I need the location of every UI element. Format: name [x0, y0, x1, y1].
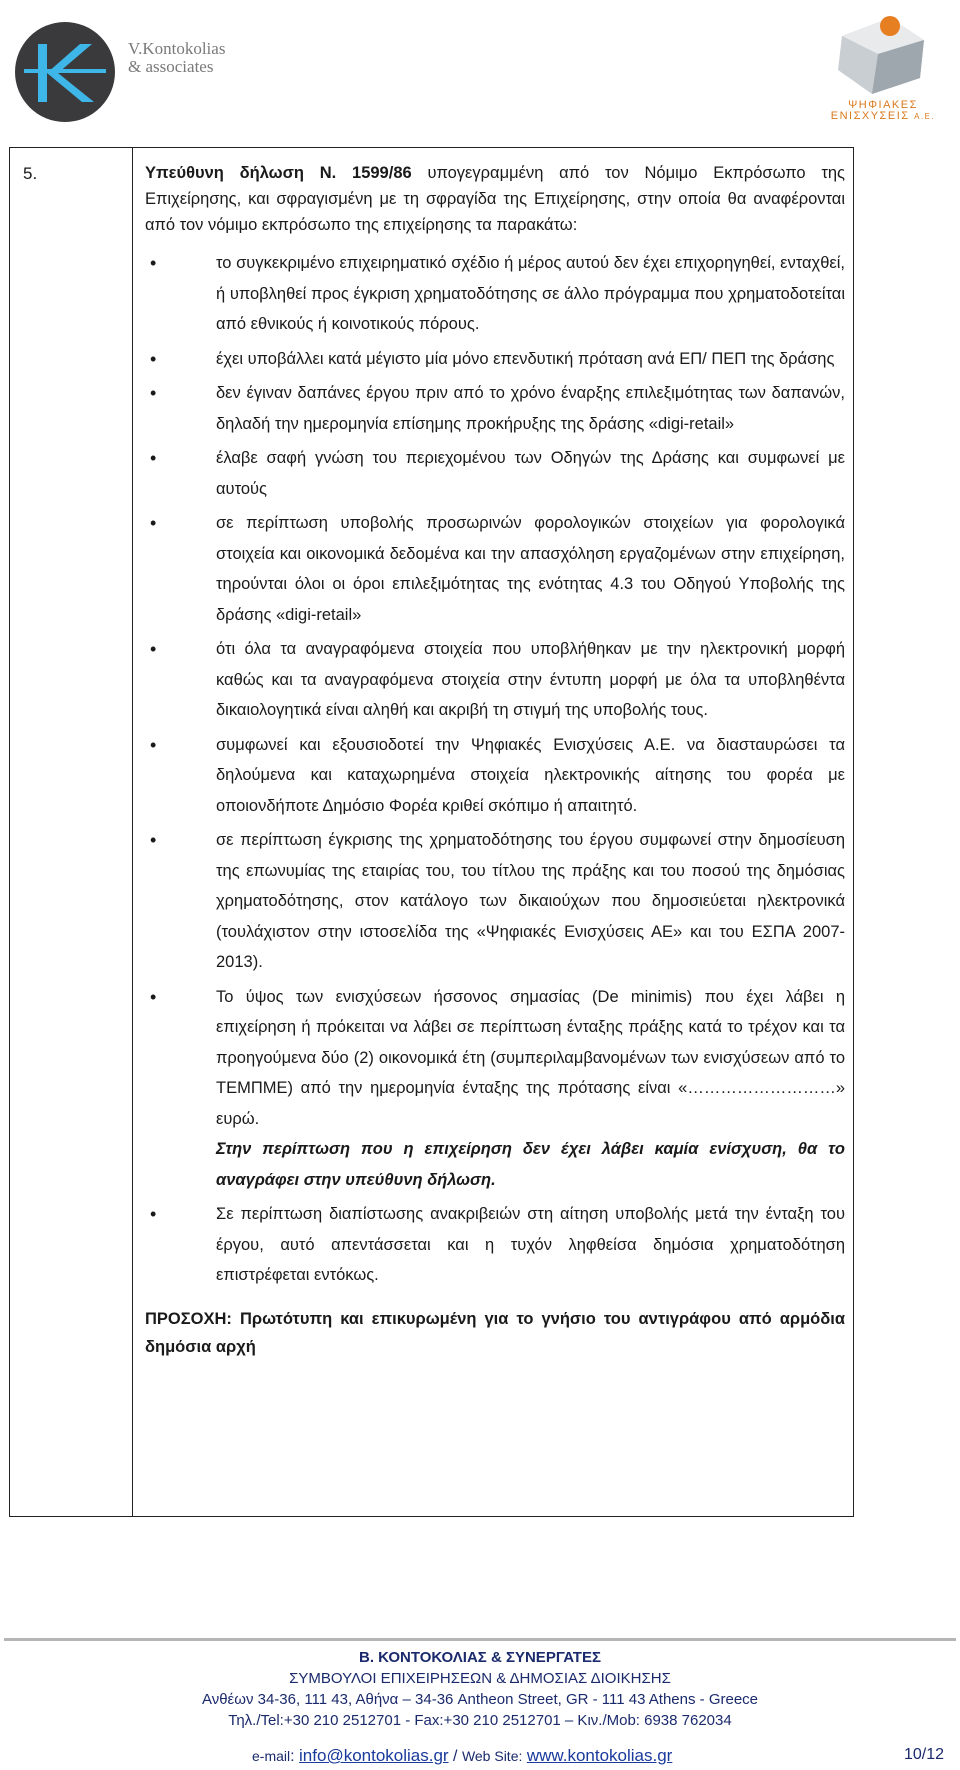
row-number: 5.	[23, 164, 38, 183]
bullet-icon: •	[150, 986, 157, 1007]
list-item: • δεν έγιναν δαπάνες έργου πριν από το χρόνο έναρξης επιλεξιμότητας των δαπανών, δηλαδή την ημερομηνία επίσημης προκήρυξης της δράσης «digi-retail»	[145, 378, 845, 439]
list-item: • συμφωνεί και εξουσιοδοτεί την Ψηφιακές Ενισχύσεις Α.Ε. να διασταυρώσει τα δηλούμενα και καταχωρημένα στοιχεία ηλεκτρονικής αίτησης του φορέα με οποιονδήποτε Δημόσιο Φορέα κριθεί σκόπιμο ή απαιτητό.	[145, 730, 845, 822]
list-item: • Το ύψος των ενισχύσεων ήσσονος σημασίας (De minimis) που έχει λάβει η επιχείρηση ή πρόκειται να λάβει σε περίπτωση ένταξης πράξης κατά το τρέχον και τα προηγούμενα δύο (2) οικονομικά έτη (συμπεριλαμβανομένων των ενισχύσεων από το ΤΕΜΠΜΕ) από την ημερομηνία ένταξης της πρότασης είναι «………………………» ευρώ. Στην περίπτωση που η επιχείρηση δεν έχει λάβει καμία ενίσχυση, θα το αναγράφει στην υπεύθυνη δήλωση.	[145, 982, 845, 1196]
requirements-table	[9, 147, 854, 1517]
footer	[0, 1647, 960, 1731]
kontokolias-logo	[10, 22, 120, 122]
partner-logo-text	[818, 100, 948, 122]
bullet-icon: •	[150, 734, 157, 755]
bullet-icon: •	[150, 253, 157, 273]
partner-line-2: ΕΝΙΣΧΥΣΕΙΣ Α.Ε.	[830, 110, 936, 122]
partner-line-1: ΨΗΦΙΑΚΕΣ	[848, 99, 918, 111]
email-link[interactable]: info@kontokolias.gr	[299, 1746, 449, 1765]
row-content	[145, 160, 845, 1361]
declaration-list	[145, 248, 845, 1291]
bullet-icon: •	[150, 448, 157, 468]
email-label: e-mail	[252, 1748, 291, 1764]
footer-address: Ανθέων 34-36, 111 43, Αθήνα – 34-36 Antheon Street, GR - 111 43 Athens - Greece	[201, 1691, 759, 1708]
list-item: • ότι όλα τα αναγραφόμενα στοιχεία που υποβλήθηκαν με την ηλεκτρονική μορφή καθώς και τα αναγραφόμενα στοιχεία στην έντυπη μορφή με όλα τα υποβληθέντα δικαιολογητικά είναι αληθή και ακριβή τη στιγμή της υποβολής τους.	[145, 634, 845, 726]
footer-contact-row	[0, 1746, 960, 1768]
footer-phones: Τηλ./Tel:+30 210 2512701 - Fax:+30 210 2512701 – Κιν./Mob: 6938 762034	[228, 1712, 732, 1729]
intro-text: υπογεγραμμένη από τον Νόμιμο Εκπρόσωπο της Επιχείρησης, και σφραγισμένη με τη σφραγίδα της Επιχείρησης, στην οποία θα αναφέρονται από τον νόμιμο εκπρόσωπο της επιχείρησης τα παρακάτω:	[145, 164, 845, 234]
number-column	[10, 148, 133, 1516]
website-link[interactable]: www.kontokolias.gr	[526, 1746, 673, 1765]
brand-line-1: V.Kontokolias	[128, 39, 226, 58]
intro-bold: Υπεύθυνη δήλωση Ν. 1599/86	[145, 164, 412, 182]
bullet-icon: •	[150, 830, 157, 850]
intro-paragraph	[145, 160, 845, 238]
bullet-icon: •	[150, 348, 157, 369]
de-minimis-note: Στην περίπτωση που η επιχείρηση δεν έχει λάβει καμία ενίσχυση, θα το αναγράφει στην υπεύθυνη δήλωση.	[216, 1140, 845, 1189]
bullet-icon: •	[150, 383, 157, 403]
footer-contact	[252, 1746, 672, 1766]
list-item: • σε περίπτωση έγκρισης της χρηματοδότησης του έργου συμφωνεί στην δημοσίευση της επωνυμίας της εταιρίας του, του τίτλου της πράξης και του ποσού της δημόσιας χρηματοδότησης, στον κατάλογο των δικαιούχων που δημοσιεύεται ηλεκτρονικά (τουλάχιστον στην ιστοσελίδα της «Ψηφιακές Ενισχύσεις ΑΕ» και του ΕΣΠΑ 2007-2013).	[145, 825, 845, 978]
footer-subtitle: ΣΥΜΒΟΥΛΟΙ ΕΠΙΧΕΙΡΗΣΕΩΝ & ΔΗΜΟΣΙΑΣ ΔΙΟΙΚΗΣΗΣ	[289, 1670, 671, 1687]
web-label: Web Site:	[461, 1748, 523, 1764]
footer-divider	[4, 1638, 956, 1641]
bullet-icon: •	[150, 639, 157, 659]
list-item: • το συγκεκριμένο επιχειρηματικό σχέδιο ή μέρος αυτού δεν έχει επιχορηγηθεί, ενταχθεί, ή υποβληθεί προς έγκριση χρηματοδότησης σε άλλο πρόγραμμα που χρηματοδοτείται από εθνικούς ή κοινοτικούς πόρους.	[145, 248, 845, 340]
bullet-icon: •	[150, 513, 157, 533]
list-item: • σε περίπτωση υποβολής προσωρινών φορολογικών στοιχείων για φορολογικά στοιχεία και οικονομικά δεδομένα και την απασχόληση εργαζομένων στην επιχείρηση, τηρούνται όλοι οι όροι επιλεξιμότητας της ενότητας 4.3 του Οδηγού Υποβολής της δράσης «digi-retail»	[145, 508, 845, 630]
notice-text: ΠΡΟΣΟΧΗ: Πρωτότυπη και επικυρωμένη για το γνήσιο του αντιγράφου από αρμόδια δημόσια αρχή	[145, 1309, 845, 1356]
footer-company: Β. ΚΟΝΤΟΚΟΛΙΑΣ & ΣΥΝΕΡΓΑΤΕΣ	[359, 1649, 601, 1666]
brand-name	[128, 40, 225, 76]
list-item: • έχει υποβάλλει κατά μέγιστο μία μόνο επενδυτική πρόταση ανά ΕΠ/ ΠΕΠ της δράσης	[145, 344, 845, 375]
email-colon: :	[290, 1748, 295, 1765]
brand-line-2: & associates	[128, 57, 214, 76]
list-item: • Σε περίπτωση διαπίστωσης ανακριβειών στη αίτηση υποβολής μετά την ένταξη του έργου, αυτό απεντάσσεται και η τυχόν ληφθείσα δημόσια χρηματοδότηση επιστρέφεται εντόκως.	[145, 1199, 845, 1291]
page-number: 10/12	[903, 1746, 944, 1763]
link-separator: /	[448, 1748, 462, 1765]
list-item: • έλαβε σαφή γνώση του περιεχομένου των Οδηγών της Δράσης και συμφωνεί με αυτούς	[145, 443, 845, 504]
bullet-icon: •	[150, 1204, 157, 1224]
